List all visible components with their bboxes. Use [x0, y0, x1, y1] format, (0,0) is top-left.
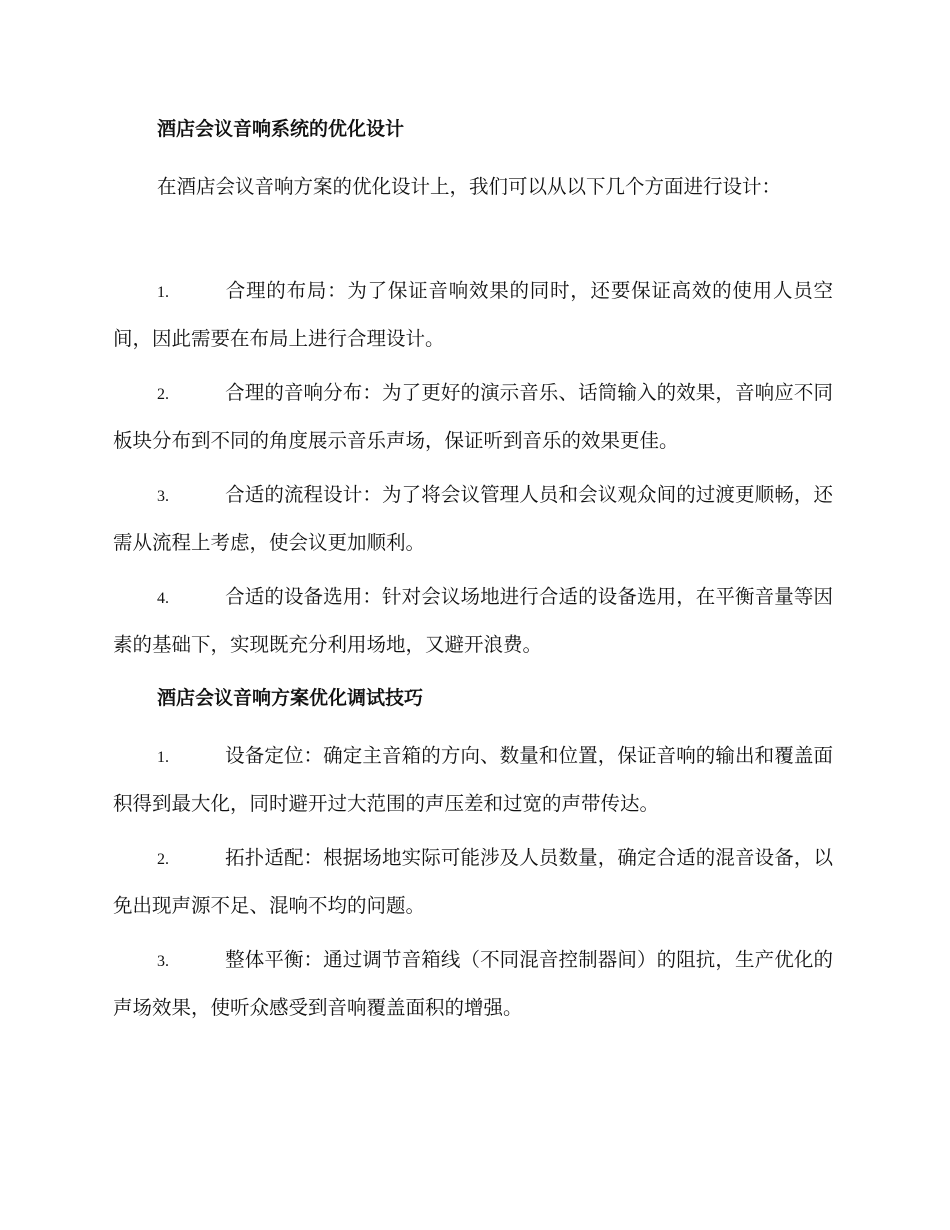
- list-item-number: 1.: [157, 749, 169, 766]
- section-heading: 酒店会议音响系统的优化设计: [157, 118, 405, 140]
- list-item: [113, 733, 833, 827]
- list-item-text: 合理的音响分布：为了更好的演示音乐、话筒输入的效果，音响应不同板块分布到不同的角度展示音乐声场，保证听到音乐的效果更佳。: [113, 381, 833, 452]
- list-item: [113, 268, 833, 362]
- list-item-text: 合适的流程设计：为了将会议管理人员和会议观众间的过渡更顺畅，还需从流程上考虑，使会议更加顺利。: [113, 483, 833, 554]
- list-item-number: 2.: [157, 386, 169, 403]
- list-item-number: 3.: [157, 953, 169, 970]
- list-item-number: 3.: [157, 488, 169, 505]
- list-item: [113, 835, 833, 929]
- list-item-text: 设备定位：确定主音箱的方向、数量和位置，保证音响的输出和覆盖面积得到最大化，同时避开过大范围的声压差和过宽的声带传达。: [113, 744, 833, 815]
- list-item: [113, 370, 833, 464]
- list-item-text: 拓扑适配：根据场地实际可能涉及人员数量，确定合适的混音设备，以免出现声源不足、混响不均的问题。: [113, 846, 833, 917]
- section-heading: 酒店会议音响方案优化调试技巧: [157, 687, 424, 709]
- list-item-text: 合理的布局：为了保证音响效果的同时，还要保证高效的使用人员空间，因此需要在布局上进行合理设计。: [113, 279, 833, 350]
- list-item-number: 1.: [157, 284, 169, 301]
- intro-paragraph: 在酒店会议音响方案的优化设计上，我们可以从以下几个方面进行设计：: [157, 175, 782, 198]
- list-item-text: 合适的设备选用：针对会议场地进行合适的设备选用，在平衡音量等因素的基础下，实现既充分利用场地，又避开浪费。: [113, 585, 833, 656]
- list-item: [113, 574, 833, 668]
- list-item-text: 整体平衡：通过调节音箱线（不同混音控制器间）的阻抗，生产优化的声场效果，使听众感受到音响覆盖面积的增强。: [113, 948, 833, 1019]
- list-item-number: 2.: [157, 851, 169, 868]
- list-item: [113, 472, 833, 566]
- list-item: [113, 937, 833, 1031]
- list-item-number: 4.: [157, 590, 169, 607]
